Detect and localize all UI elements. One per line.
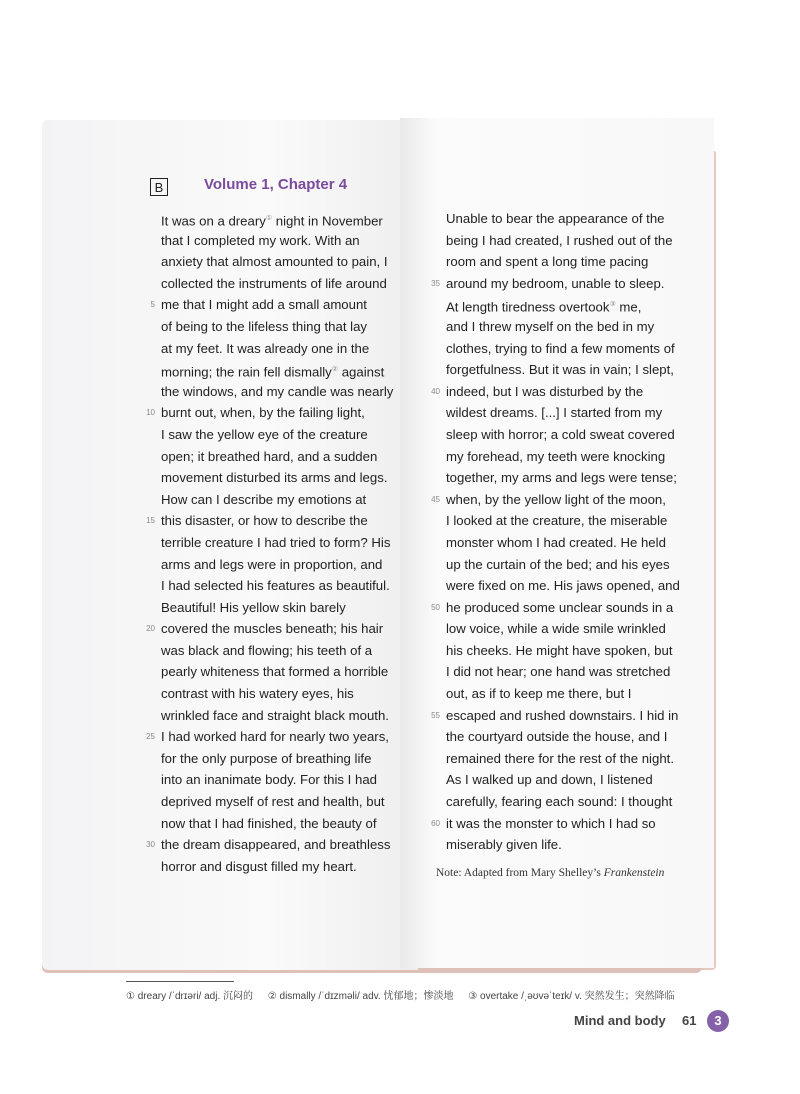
text-line [446, 575, 706, 597]
text-line [446, 208, 706, 230]
line-text: around my bedroom, unable to sleep. [446, 275, 665, 291]
line-number: 55 [431, 710, 440, 720]
line-text: miserably given life. [446, 837, 562, 853]
line-text: it was the monster to which I had so [446, 815, 656, 831]
line-text: I had worked hard for nearly two years, [161, 729, 389, 745]
line-text: that I completed my work. With an [161, 232, 360, 248]
text-line [146, 510, 431, 532]
line-text: forgetfulness. But it was in vain; I slept, [446, 362, 674, 378]
text-line [150, 294, 431, 316]
line-text: I saw the yellow eye of the creature [161, 426, 368, 442]
text-line [161, 273, 431, 295]
text-line [161, 338, 431, 360]
line-number: 20 [146, 624, 155, 634]
text-line [446, 510, 706, 532]
line-number: 40 [431, 386, 440, 396]
line-text: Beautiful! His yellow skin barely [161, 599, 346, 615]
text-line [161, 748, 431, 770]
line-text: was black and flowing; his teeth of a [161, 642, 373, 658]
line-text: I had selected his features as beautiful. [161, 578, 390, 594]
text-line [446, 640, 706, 662]
line-text: wildest dreams. [...] I started from my [446, 405, 663, 421]
text-line [446, 834, 706, 856]
line-text: low voice, while a wide smile wrinkled [446, 621, 666, 637]
line-text: Unable to bear the appearance of the [446, 211, 665, 226]
line-text: the courtyard outside the house, and I [446, 729, 668, 745]
line-text: were fixed on me. His jaws opened, and [446, 578, 680, 594]
line-number: 25 [146, 732, 155, 742]
line-text: out, as if to keep me there, but I [446, 686, 632, 702]
text-line [446, 251, 706, 273]
line-text: anxiety that almost amounted to pain, I [161, 254, 388, 270]
line-text: up the curtain of the bed; and his eyes [446, 556, 670, 572]
line-text: contrast with his watery eyes, his [161, 686, 354, 702]
footnote-marker: ① [265, 215, 273, 222]
text-line [446, 618, 706, 640]
line-text: morning; the rain fell dismally [161, 364, 332, 380]
line-text: the windows, and my candle was nearly [161, 383, 394, 399]
text-line [446, 791, 706, 813]
text-line [161, 446, 431, 468]
line-text: for the only purpose of breathing life [161, 750, 372, 766]
text-line [161, 208, 431, 230]
line-text: open; it breathed hard, and a sudden [161, 448, 378, 464]
text-line [446, 402, 706, 424]
line-text: at my feet. It was already one in the [161, 340, 370, 356]
text-line [161, 316, 431, 338]
text-column-left [146, 208, 431, 877]
line-text: As I walked up and down, I listened [446, 772, 653, 788]
line-text: I did not hear; one hand was stretched [446, 664, 671, 680]
text-line [446, 230, 706, 252]
footnote-marker: ② [331, 366, 339, 374]
text-line [161, 791, 431, 813]
line-text: deprived myself of rest and health, but [161, 794, 385, 810]
text-line [161, 381, 431, 403]
line-text: his cheeks. He might have spoken, but [446, 642, 673, 658]
unit-title: Mind and body [574, 1013, 666, 1028]
text-line [431, 273, 706, 295]
line-text: monster whom I had created. He held [446, 534, 666, 550]
text-line [161, 813, 431, 835]
line-number: 60 [431, 818, 440, 828]
line-text: me, [615, 299, 642, 315]
text-line [446, 532, 706, 554]
line-number: 30 [146, 840, 155, 850]
text-line [446, 424, 706, 446]
line-text: now that I had finished, the beauty of [161, 815, 377, 831]
text-line [431, 705, 706, 727]
page-number: 61 [682, 1013, 697, 1028]
footnote-1: ① dreary /ˈdrɪəri/ adj. 沉闷的 [126, 991, 253, 1002]
unit-badge: 3 [707, 1010, 729, 1032]
line-text: It was on a dreary [161, 213, 266, 229]
text-line [446, 446, 706, 468]
line-text: clothes, trying to find a few moments of [446, 340, 675, 356]
text-line [161, 489, 431, 511]
text-line [161, 683, 431, 705]
text-line [446, 294, 706, 316]
line-number: 35 [431, 278, 440, 288]
line-text: movement disturbed its arms and legs. [161, 470, 388, 486]
line-number: 5 [150, 300, 155, 310]
text-line [446, 338, 706, 360]
line-text: I looked at the creature, the miserable [446, 513, 668, 529]
text-line [446, 769, 706, 791]
text-line [146, 726, 431, 748]
text-column-right [431, 208, 706, 856]
text-line [161, 705, 431, 727]
line-text: night in November [272, 213, 383, 229]
text-line [446, 359, 706, 381]
text-line [161, 554, 431, 576]
text-line [431, 597, 706, 619]
text-line [161, 640, 431, 662]
text-line [161, 856, 431, 878]
line-number: 45 [431, 494, 440, 504]
line-number: 10 [146, 408, 155, 418]
footnote-3: ③ overtake /ˌəʊvəˈteɪk/ v. 突然发生；突然降临 [468, 991, 675, 1002]
line-text: pearly whiteness that formed a horrible [161, 664, 389, 680]
line-text: my forehead, my teeth were knocking [446, 448, 666, 464]
line-text: arms and legs were in proportion, and [161, 556, 383, 572]
text-line [161, 769, 431, 791]
line-text: burnt out, when, by the failing light, [161, 405, 365, 421]
line-text: wrinkled face and straight black mouth. [161, 707, 389, 723]
line-text: he produced some unclear sounds in a [446, 599, 674, 615]
line-text: remained there for the rest of the night. [446, 750, 674, 766]
text-line [446, 661, 706, 683]
line-text: horror and disgust filled my heart. [161, 858, 357, 874]
line-text: room and spent a long time pacing [446, 254, 649, 270]
text-line [431, 489, 706, 511]
text-line [161, 359, 431, 381]
line-text: of being to the lifeless thing that lay [161, 318, 368, 334]
line-text: terrible creature I had tried to form? His [161, 534, 391, 550]
text-line [146, 834, 431, 856]
text-line [446, 683, 706, 705]
text-line [146, 402, 431, 424]
text-line [161, 597, 431, 619]
line-number: 50 [431, 602, 440, 612]
footnote-2: ② dismally /ˈdɪzməli/ adv. 忧郁地；惨淡地 [267, 991, 454, 1002]
line-text: At length tiredness overtook [446, 299, 610, 315]
line-text: against [338, 364, 385, 380]
line-text: covered the muscles beneath; his hair [161, 621, 384, 637]
footnote-marker: ③ [609, 301, 616, 309]
section-label: B [150, 178, 168, 196]
line-number: 15 [146, 516, 155, 526]
line-text: the dream disappeared, and breathless [161, 837, 391, 853]
text-line [446, 748, 706, 770]
footnote-divider [126, 981, 234, 982]
text-line [161, 230, 431, 252]
line-text: this disaster, or how to describe the [161, 513, 368, 529]
line-text: and I threw myself on the bed in my [446, 318, 655, 334]
chapter-heading: Volume 1, Chapter 4 [204, 176, 348, 193]
text-line [161, 661, 431, 683]
text-line [446, 316, 706, 338]
text-line [161, 251, 431, 273]
text-line [161, 575, 431, 597]
line-text: being I had created, I rushed out of the [446, 232, 673, 248]
text-line [431, 813, 706, 835]
text-line [161, 467, 431, 489]
line-text: collected the instruments of life around [161, 275, 387, 291]
text-line [446, 554, 706, 576]
text-line [146, 618, 431, 640]
line-text: How can I describe my emotions at [161, 491, 367, 507]
line-text: together, my arms and legs were tense; [446, 470, 677, 486]
footnotes [126, 987, 675, 1002]
line-text: indeed, but I was disturbed by the [446, 383, 644, 399]
line-text: sleep with horror; a cold sweat covered [446, 426, 675, 442]
text-line [431, 381, 706, 403]
text-line [446, 467, 706, 489]
text-line [161, 424, 431, 446]
source-note: Note: Adapted from Mary Shelley’s Frankenstein [436, 867, 665, 879]
line-text: me that I might add a small amount [161, 297, 367, 313]
text-line [446, 726, 706, 748]
text-line [161, 532, 431, 554]
line-text: escaped and rushed downstairs. I hid in [446, 707, 679, 723]
line-text: into an inanimate body. For this I had [161, 772, 378, 788]
line-text: carefully, fearing each sound: I thought [446, 794, 673, 810]
line-text: when, by the yellow light of the moon, [446, 491, 666, 507]
